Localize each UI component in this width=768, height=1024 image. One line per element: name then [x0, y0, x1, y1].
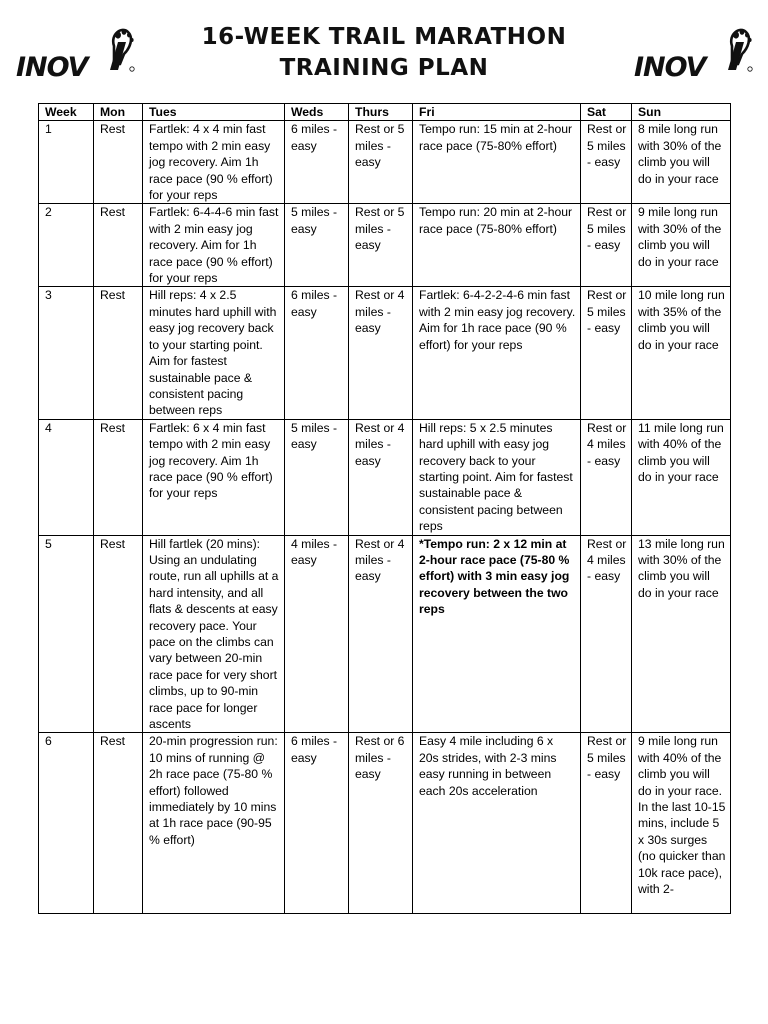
column-header-thurs: Thurs: [349, 104, 413, 121]
column-header-weds: Weds: [285, 104, 349, 121]
column-header-week: Week: [39, 104, 94, 121]
fri-cell-tempo-bold: *Tempo run: 2 x 12 min at 2-hour race pace (75-80 % effort) with 3 min easy jog recovery between the two reps: [413, 535, 581, 733]
mon-cell: Rest: [94, 535, 143, 733]
title-line-2: TRAINING PLAN: [279, 55, 489, 81]
title-line-1: 16-WEEK TRAIL MARATHON: [201, 24, 567, 50]
week-cell: 6: [39, 733, 94, 914]
sat-cell: Rest or 5 miles - easy: [581, 204, 632, 287]
mon-cell: Rest: [94, 419, 143, 535]
inov8-logo-right: [632, 24, 754, 80]
week-cell: 1: [39, 121, 94, 204]
tues-cell: Fartlek: 6 x 4 min fast tempo with 2 min easy jog recovery. Aim 1h race pace (90 % effort) for your reps: [143, 419, 285, 535]
sun-cell: 13 mile long run with 30% of the climb you will do in your race: [632, 535, 731, 733]
weds-cell: 5 miles - easy: [285, 419, 349, 535]
thurs-cell: Rest or 4 miles - easy: [349, 535, 413, 733]
sat-cell: Rest or 5 miles - easy: [581, 733, 632, 914]
mon-cell: Rest: [94, 287, 143, 419]
sun-cell: 8 mile long run with 30% of the climb you will do in your race: [632, 121, 731, 204]
table-row: [39, 419, 731, 535]
column-header-tues: Tues: [143, 104, 285, 121]
column-header-sun: Sun: [632, 104, 731, 121]
weds-cell: 6 miles - easy: [285, 733, 349, 914]
table-header-row: [39, 104, 731, 121]
mon-cell: Rest: [94, 733, 143, 914]
table-row: [39, 535, 731, 733]
mon-cell: Rest: [94, 121, 143, 204]
week-cell: 4: [39, 419, 94, 535]
fri-cell: Tempo run: 20 min at 2-hour race pace (75-80% effort): [413, 204, 581, 287]
thurs-cell: Rest or 5 miles - easy: [349, 121, 413, 204]
tues-cell: 20-min progression run: 10 mins of running @ 2h race pace (75-80 % effort) followed immediately by 10 mins at 1h race pace (90-95 % effort): [143, 733, 285, 914]
mon-cell: Rest: [94, 204, 143, 287]
thurs-cell: Rest or 4 miles - easy: [349, 419, 413, 535]
thurs-cell: Rest or 5 miles - easy: [349, 204, 413, 287]
week-cell: 2: [39, 204, 94, 287]
table-row: [39, 733, 731, 914]
tues-cell: Hill fartlek (20 mins): Using an undulating route, run all uphills at a hard intensity, and all flats & descents at easy recovery pace. Your pace on the climbs can vary between 20-min race pace for very short climbs, up to 90-min race pace for longer ascents: [143, 535, 285, 733]
column-header-mon: Mon: [94, 104, 143, 121]
sun-cell: 11 mile long run with 40% of the climb you will do in your race: [632, 419, 731, 535]
thurs-cell: Rest or 6 miles - easy: [349, 733, 413, 914]
sat-cell: Rest or 5 miles - easy: [581, 287, 632, 419]
sun-cell: 9 mile long run with 30% of the climb you will do in your race: [632, 204, 731, 287]
fri-cell: Tempo run: 15 min at 2-hour race pace (75-80% effort): [413, 121, 581, 204]
table-row: [39, 287, 731, 419]
fri-cell: Fartlek: 6-4-2-2-4-6 min fast with 2 min easy jog recovery. Aim for 1h race pace (90 % effort) for your reps: [413, 287, 581, 419]
weds-cell: 5 miles - easy: [285, 204, 349, 287]
weds-cell: 6 miles - easy: [285, 287, 349, 419]
fri-cell: Easy 4 mile including 6 x 20s strides, with 2-3 mins easy running in between each 20s acceleration: [413, 733, 581, 914]
weds-cell: 4 miles - easy: [285, 535, 349, 733]
fri-cell: Hill reps: 5 x 2.5 minutes hard uphill with easy jog recovery back to your starting point. Aim for fastest sustainable pace & consistent pacing between reps: [413, 419, 581, 535]
week-cell: 5: [39, 535, 94, 733]
table-row: [39, 204, 731, 287]
sat-cell: Rest or 4 miles - easy: [581, 535, 632, 733]
weds-cell: 6 miles - easy: [285, 121, 349, 204]
sun-cell: 10 mile long run with 35% of the climb you will do in your race: [632, 287, 731, 419]
thurs-cell: Rest or 4 miles - easy: [349, 287, 413, 419]
week-cell: 3: [39, 287, 94, 419]
table-row: [39, 121, 731, 204]
sat-cell: Rest or 5 miles - easy: [581, 121, 632, 204]
column-header-fri: Fri: [413, 104, 581, 121]
tues-cell: Fartlek: 6-4-4-6 min fast with 2 min easy jog recovery. Aim for 1h race pace (90 % effort) for your reps: [143, 204, 285, 287]
tues-cell: Fartlek: 4 x 4 min fast tempo with 2 min easy jog recovery. Aim 1h race pace (90 % effort) for your reps: [143, 121, 285, 204]
sat-cell: Rest or 4 miles - easy: [581, 419, 632, 535]
column-header-sat: Sat: [581, 104, 632, 121]
training-plan-table: [38, 103, 731, 914]
sun-cell: 9 mile long run with 40% of the climb you will do in your race. In the last 10-15 mins, include 5 x 30s surges (no quicker than 10k race pace), with 2-: [632, 733, 731, 914]
tues-cell: Hill reps: 4 x 2.5 minutes hard uphill with easy jog recovery back to your starting point. Aim for fastest sustainable pace & consistent pacing between reps: [143, 287, 285, 419]
